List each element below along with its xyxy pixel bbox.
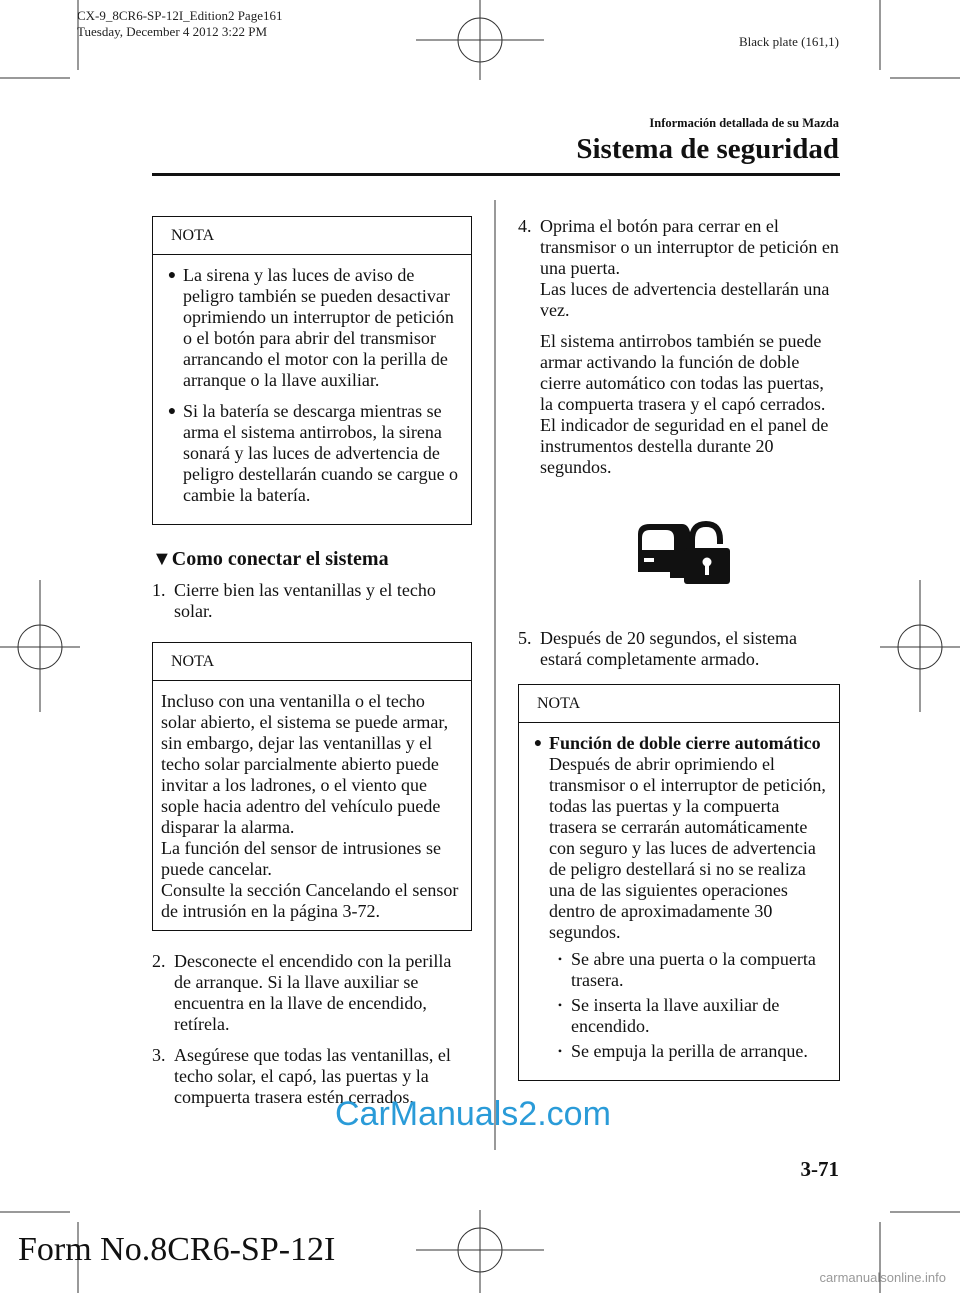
print-info-line1: CX-9_8CR6-SP-12I_Edition2 Page161 (77, 8, 283, 23)
step-item: 4. Oprima el botón para cerrar en el transmisor o un interruptor de petición en una puerta. Las luces de advertencia destellarán una vez. El sistema antirrobos también se puede armar activando la función de doble cierre automático con todas las puertas, la compuerta trasera y el capó cerrados. El indicador de seguridad en el panel de instrumentos destella durante 20 segundos. (518, 216, 839, 477)
note-title: NOTA (153, 643, 471, 681)
bullet-icon: • (557, 952, 563, 966)
security-indicator-icon (634, 518, 734, 588)
note-title: NOTA (519, 685, 839, 723)
watermark-2[interactable]: carmanualsonline.info (819, 1270, 946, 1285)
triangle-down-icon: ▼ (152, 548, 172, 570)
sub-bullet: • Se abre una puerta o la compuerta trasera. (549, 949, 831, 991)
print-info (77, 8, 282, 40)
note-bullet: ● Si la batería se descarga mientras se arma el sistema antirrobos, la sirena sonará y las luces de advertencia de peligro destellarán cuando se cargue o cambie la batería. (161, 401, 463, 506)
page-number: 3-71 (800, 1157, 839, 1181)
bullet-icon: ● (167, 268, 177, 283)
left-column (152, 216, 472, 1118)
note-paragraph: La función del sensor de intrusiones se puede cancelar. (161, 838, 441, 879)
bullet-icon: • (557, 998, 563, 1012)
step-item: 2. Desconecte el encendido con la perilla de arranque. Si la llave auxiliar se encuentra en la llave de encendido, retírela. (152, 951, 452, 1034)
header-subtitle: Información detallada de su Mazda (649, 116, 839, 130)
step-item: 5. Después de 20 segundos, el sistema estará completamente armado. (518, 628, 797, 669)
note-title: NOTA (153, 217, 471, 255)
watermark[interactable]: CarManuals2.com (335, 1095, 611, 1133)
print-info-line2: Tuesday, December 4 2012 3:22 PM (77, 24, 268, 39)
note-box-1 (152, 216, 472, 525)
note-paragraph: Consulte la sección Cancelando el sensor de intrusión en la página 3-72. (161, 880, 459, 921)
note-paragraph: Incluso con una ventanilla o el techo solar abierto, el sistema se puede armar, sin embargo, dejar las ventanillas y el techo solar parcialmente abierto puede invitar a los ladrones, o el viento que sople hacia adentro del vehículo puede disparar la alarma. (161, 691, 449, 837)
note-box-2 (152, 642, 472, 931)
step-item: 3. Asegúrese que todas las ventanillas, el techo solar, el capó, las puertas y la compuerta trasera estén cerrados. (152, 1045, 451, 1107)
plate-label: Black plate (161,1) (739, 34, 839, 49)
bullet-icon: ● (533, 736, 543, 751)
note-box-3 (518, 684, 840, 1081)
form-number: Form No.8CR6-SP-12I (18, 1231, 336, 1268)
step-item: 1. Cierre bien las ventanillas y el techo solar. (152, 580, 436, 621)
section-heading: ▼Como conectar el sistema (152, 548, 389, 570)
header-rule (152, 173, 840, 176)
right-column (518, 216, 840, 1081)
bullet-icon: ● (167, 404, 177, 419)
note-bullet: ● La sirena y las luces de aviso de peligro también se pueden desactivar oprimiendo un interruptor de petición o el botón para abrir del transmisor arrancando el motor con la perilla de arranque o la llave auxiliar. (161, 265, 463, 391)
page-title: Sistema de seguridad (576, 133, 839, 165)
sub-bullet: • Se empuja la perilla de arranque. (549, 1041, 831, 1062)
bullet-icon: • (557, 1044, 563, 1058)
note-bullet: ● Función de doble cierre automático Después de abrir oprimiendo el transmisor o el interruptor de petición, todas las puertas y la compuerta trasera se cerrarán automáticamente con seguro y las luces de advertencia de peligro destellará si no se realiza una de las siguientes operaciones dentro de aproximadamente 30 segundos. • Se abre una puerta o la compuerta trasera. • Se inserta la llave auxiliar de encendido. • Se empuja la perilla de arranque. (527, 733, 831, 1062)
sub-bullet: • Se inserta la llave auxiliar de encendido. (549, 995, 831, 1037)
